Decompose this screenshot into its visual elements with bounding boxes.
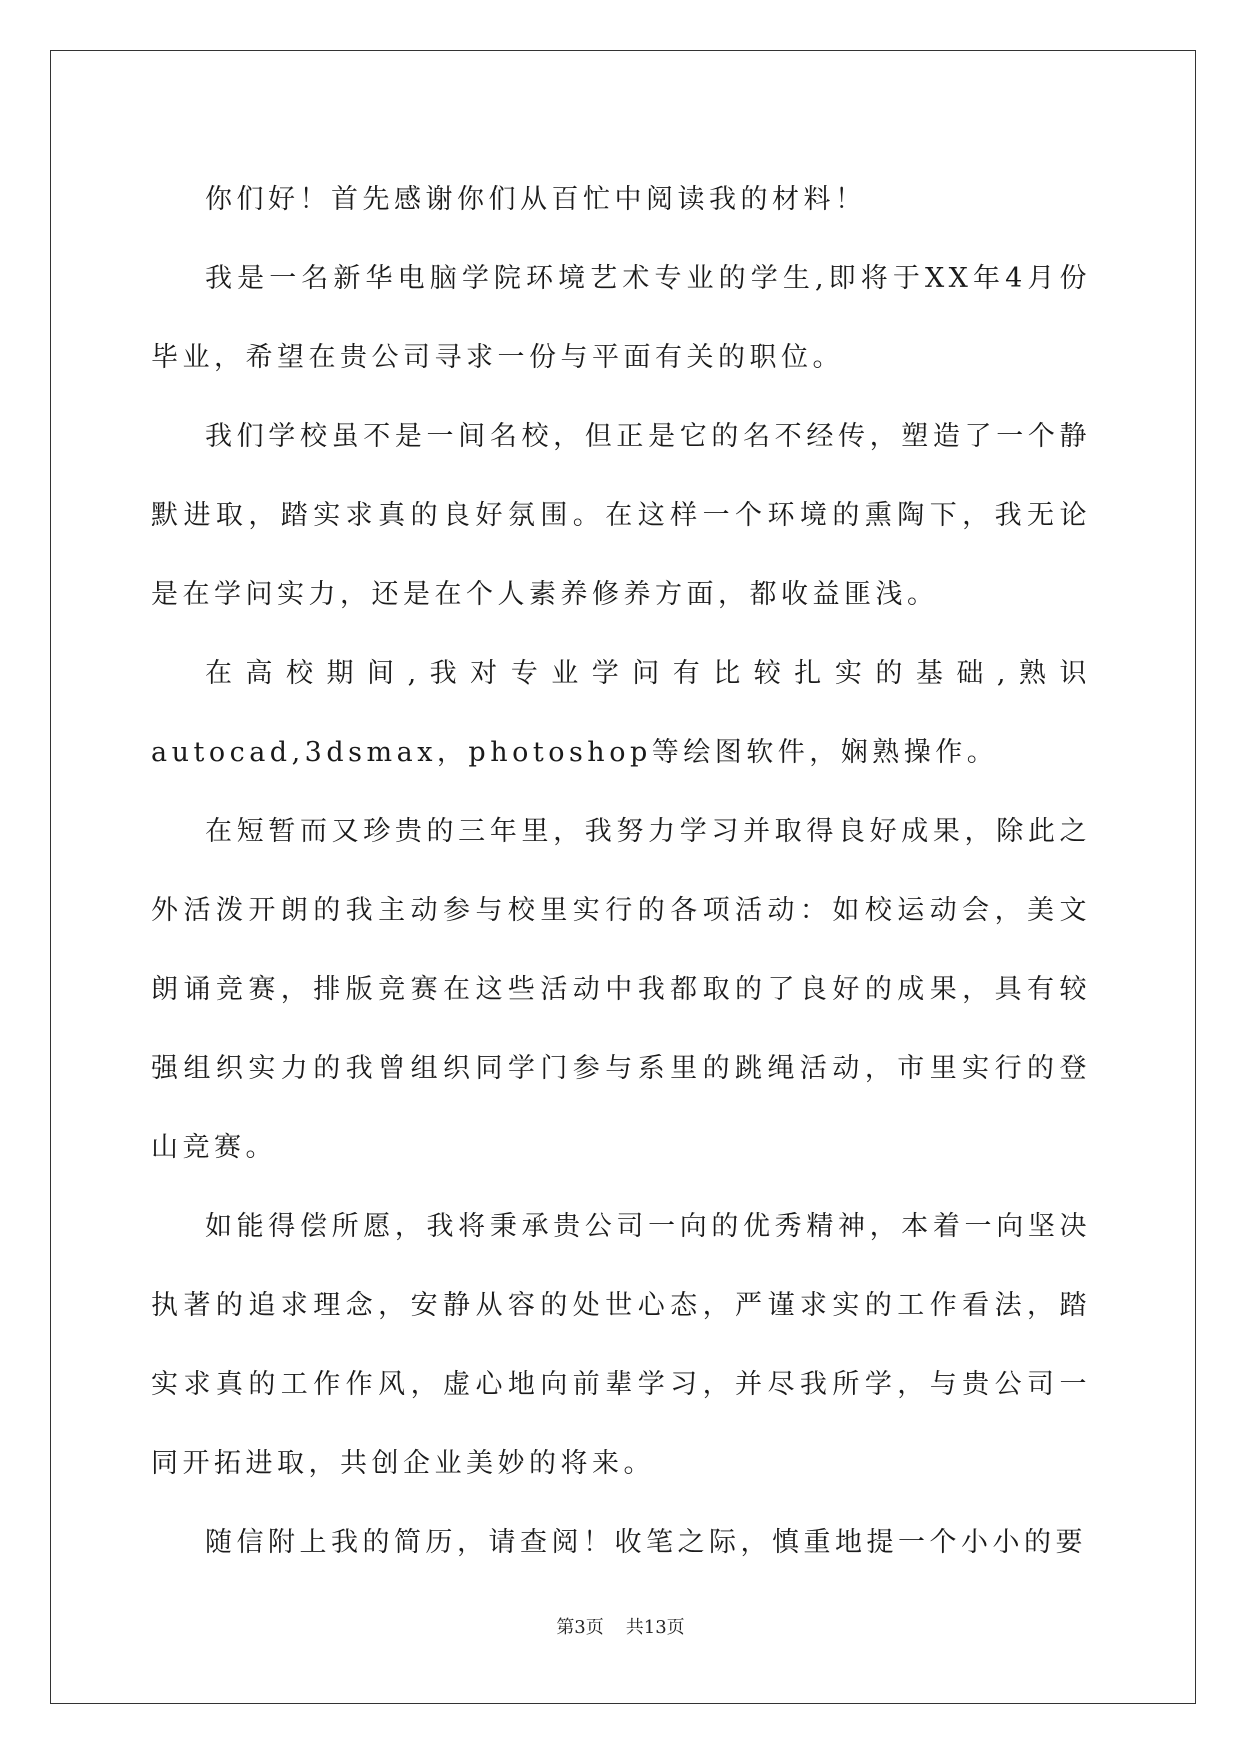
page-number: 第3页: [556, 1617, 604, 1638]
page-footer: [0, 1613, 1241, 1639]
paragraph-greeting: 你们好！首先感谢你们从百忙中阅读我的材料！: [205, 184, 867, 215]
paragraph-commitment: 如能得偿所愿，我将秉承贵公司一向的优秀精神，本着一向坚决执著的追求理念，安静从容的处世心态，严谨求实的工作看法，踏实求真的工作作风，虚心地向前辈学习，并尽我所学，与贵公司一同开拓进取，共创企业美妙的将来。: [151, 1211, 1091, 1479]
paragraph-closing: 随信附上我的简历，请查阅！收笔之际，慎重地提一个小小的要: [205, 1527, 1087, 1558]
paragraph-school: 我们学校虽不是一间名校，但正是它的名不经传，塑造了一个静默进取，踏实求真的良好氛围。在这样一个环境的熏陶下，我无论是在学问实力，还是在个人素养修养方面，都收益匪浅。: [151, 421, 1091, 610]
letter-body: [151, 160, 1091, 1582]
paragraph-skills: 在高校期间,我对专业学问有比较扎实的基础,熟识autocad,3dsmax，photoshop等绘图软件，娴熟操作。: [151, 658, 1091, 768]
page-total: 共13页: [625, 1617, 685, 1638]
paragraph-introduction: 我是一名新华电脑学院环境艺术专业的学生,即将于XX年4月份毕业，希望在贵公司寻求一份与平面有关的职位。: [151, 263, 1091, 373]
paragraph-activities: 在短暂而又珍贵的三年里，我努力学习并取得良好成果，除此之外活泼开朗的我主动参与校里实行的各项活动：如校运动会，美文朗诵竞赛，排版竞赛在这些活动中我都取的了良好的成果，具有较强组织实力的我曾组织同学门参与系里的跳绳活动，市里实行的登山竞赛。: [151, 816, 1091, 1163]
